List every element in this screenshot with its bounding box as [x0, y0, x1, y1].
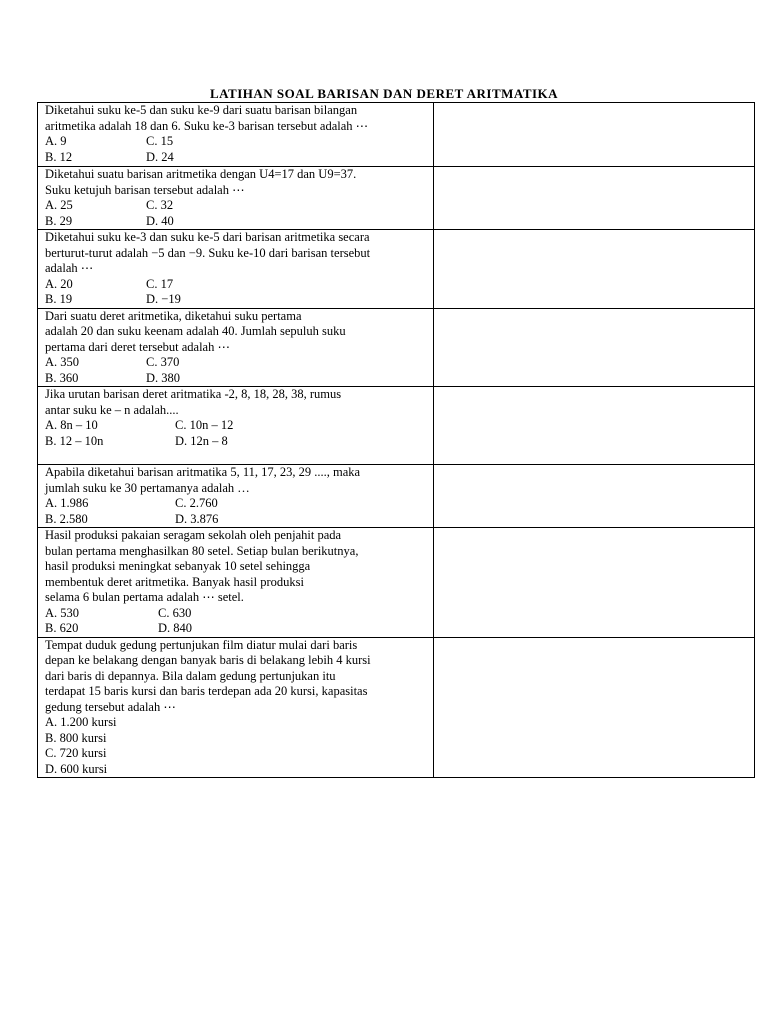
option-c: C. 10n – 12 [175, 418, 234, 432]
option-b: B. 19 [45, 292, 73, 306]
question-line: aritmetika adalah 18 dan 6. Suku ke-3 barisan tersebut adalah ⋯ [45, 118, 369, 133]
question-row [38, 167, 755, 230]
option-a: A. 1.200 kursi [45, 715, 117, 729]
question-line: selama 6 bulan pertama adalah ⋯ setel. [45, 590, 244, 604]
question-row [38, 465, 755, 528]
answer-options [45, 277, 429, 308]
answer-options [45, 606, 429, 637]
question-text [45, 387, 429, 418]
answer-options [45, 198, 429, 229]
question-text [45, 167, 429, 198]
option-a: A. 350 [45, 355, 80, 369]
question-line: antar suku ke – n adalah.... [45, 402, 179, 417]
option-d: D. 40 [146, 213, 174, 228]
question-cell [38, 167, 434, 230]
question-line: pertama dari deret tersebut adalah ⋯ [45, 339, 230, 354]
question-line: Suku ketujuh barisan tersebut adalah ⋯ [45, 182, 245, 197]
option-a: A. 530 [45, 605, 80, 620]
question-row [38, 387, 755, 465]
answer-options [45, 715, 429, 777]
question-cell [38, 387, 434, 465]
question-line: Jika urutan barisan deret aritmatika -2, 8, 18, 28, 38, rumus [45, 387, 342, 401]
option-b: B. 2.580 [45, 511, 88, 526]
answer-cell[interactable] [434, 103, 755, 167]
option-d: D. 24 [146, 149, 174, 164]
answer-cell[interactable] [434, 528, 755, 638]
question-text [45, 638, 429, 716]
answer-cell[interactable] [434, 637, 755, 778]
option-b: B. 29 [45, 213, 73, 228]
answer-cell[interactable] [434, 230, 755, 309]
option-d: D. 380 [146, 370, 181, 385]
answer-options [45, 496, 429, 527]
question-row [38, 308, 755, 387]
option-c: C. 720 kursi [45, 746, 107, 760]
question-line: Tempat duduk gedung pertunjukan film diatur mulai dari baris [45, 637, 358, 652]
option-b: B. 800 kursi [45, 730, 107, 745]
answer-options [45, 134, 429, 165]
worksheet-title: LATIHAN SOAL BARISAN DAN DERET ARITMATIKA [209, 86, 559, 101]
option-d: D. 12n – 8 [175, 433, 228, 448]
question-line: bulan pertama menghasilkan 80 setel. Setiap bulan berikutnya, [45, 543, 359, 558]
answer-options [45, 418, 429, 449]
option-c: C. 370 [146, 355, 180, 369]
option-d: D. 840 [158, 621, 193, 635]
question-line: membentuk deret aritmetika. Banyak hasil produksi [45, 574, 304, 589]
question-table [37, 102, 742, 776]
question-line: dari baris di depannya. Bila dalam gedung pertunjukan itu [45, 668, 336, 683]
answer-options [45, 355, 429, 386]
option-a: A. 1.986 [45, 496, 89, 510]
question-cell [38, 308, 434, 387]
question-text [45, 528, 429, 606]
question-line: adalah ⋯ [45, 261, 94, 275]
question-text [45, 230, 429, 277]
question-line: berturut-turut adalah −5 dan −9. Suku ke-10 dari barisan tersebut [45, 245, 371, 260]
question-line: Apabila diketahui barisan aritmatika 5, 11, 17, 23, 29 ...., maka [45, 465, 361, 479]
option-b: B. 12 – 10n [45, 433, 104, 448]
question-line: Diketahui suku ke-5 dan suku ke-9 dari suatu barisan bilangan [45, 103, 358, 117]
option-c: C. 630 [158, 605, 192, 620]
question-row [38, 230, 755, 309]
question-cell [38, 103, 434, 167]
question-row [38, 637, 755, 778]
option-d: D. 600 kursi [45, 761, 108, 776]
question-row [38, 528, 755, 638]
question-line: jumlah suku ke 30 pertamanya adalah … [45, 480, 250, 495]
option-c: C. 2.760 [175, 496, 218, 510]
question-row [38, 103, 755, 167]
option-b: B. 620 [45, 621, 79, 635]
question-cell [38, 637, 434, 778]
question-line: Hasil produksi pakaian seragam sekolah oleh penjahit pada [45, 528, 342, 542]
question-line: Diketahui suatu barisan aritmetika dengan U4=17 dan U9=37. [45, 167, 357, 181]
option-d: D. −19 [146, 292, 181, 306]
option-c: C. 15 [146, 134, 174, 148]
question-line: hasil produksi meningkat sebanyak 10 setel sehingga [45, 559, 311, 573]
question-text [45, 309, 429, 356]
question-line: depan ke belakang dengan banyak baris di belakang lebih 4 kursi [45, 653, 371, 667]
option-c: C. 17 [146, 276, 174, 291]
question-cell [38, 465, 434, 528]
option-d: D. 3.876 [175, 511, 219, 526]
answer-cell[interactable] [434, 465, 755, 528]
question-line: gedung tersebut adalah ⋯ [45, 699, 176, 714]
option-a: A. 8n – 10 [45, 418, 98, 432]
option-a: A. 25 [45, 198, 73, 212]
option-a: A. 20 [45, 276, 73, 291]
question-line: Dari suatu deret aritmetika, diketahui suku pertama [45, 308, 302, 323]
question-line: adalah 20 dan suku keenam adalah 40. Jumlah sepuluh suku [45, 324, 346, 338]
question-cell [38, 230, 434, 309]
question-text [45, 103, 429, 134]
answer-cell[interactable] [434, 387, 755, 465]
option-b: B. 12 [45, 149, 73, 164]
question-line: terdapat 15 baris kursi dan baris terdepan ada 20 kursi, kapasitas [45, 684, 368, 698]
option-a: A. 9 [45, 134, 67, 148]
option-b: B. 360 [45, 370, 79, 385]
question-text [45, 465, 429, 496]
option-c: C. 32 [146, 198, 174, 212]
question-cell [38, 528, 434, 638]
answer-cell[interactable] [434, 308, 755, 387]
question-line: Diketahui suku ke-3 dan suku ke-5 dari barisan aritmetika secara [45, 230, 370, 244]
answer-cell[interactable] [434, 167, 755, 230]
